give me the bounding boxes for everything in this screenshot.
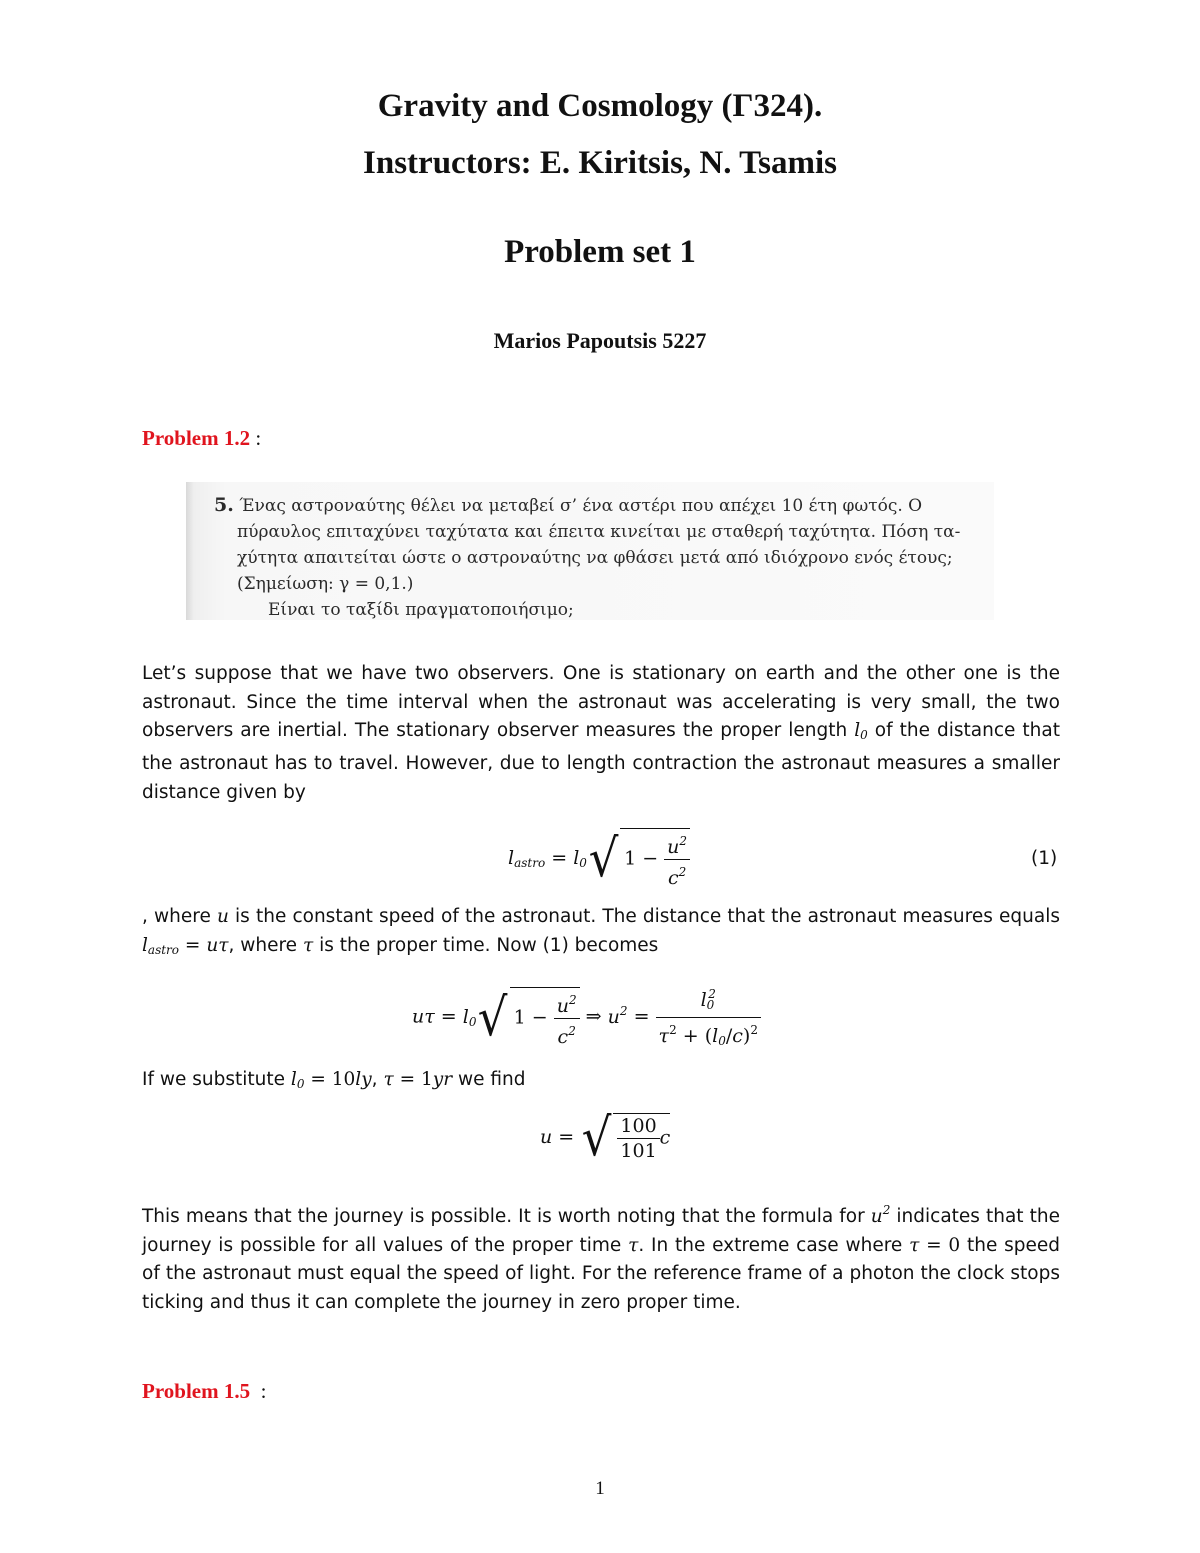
- scan-line-4: (Σημείωση: γ = 0,1.): [237, 574, 414, 594]
- problem-label: Problem 1.5: [142, 1379, 251, 1403]
- scan-line-1-text: Ένας αστροναύτης θέλει να μεταβεί σ’ ένα αστέρι που απέχει 10 έτη φωτός. Ο: [239, 496, 923, 516]
- paragraph-3: If we substitute $l_0 = 10ly$, τ = 1yr we find: [142, 1069, 526, 1091]
- scan-line-1: [214, 492, 984, 519]
- problem-1-2-heading: [142, 426, 261, 451]
- para3-text-b: we find: [452, 1069, 526, 1090]
- para4-text-b: indicates that the journey is possible for all values of the proper time: [142, 1206, 1060, 1256]
- scanned-problem-text: [214, 492, 984, 623]
- scan-number: 5.: [214, 494, 234, 516]
- instructors-line: Instructors: E. Kiritsis, N. Tsamis: [363, 145, 837, 181]
- para1-text-b: of the distance that the astronaut has to travel. However, due to length contraction the astronaut measures a smaller distance given by: [142, 720, 1060, 803]
- scan-line-2: πύραυλος επιταχύνει ταχύτατα και έπειτα κινείται με σταθερή ταχύτητα. Πόση τα-: [237, 522, 961, 542]
- equation-2: $u\tau = l_0√$ 1 − $\frac{u^2}{c^2}$ ⇒ $u^2$ = $\frac{l_0^2}{\tau^2 + (l_0/c)^2}$: [412, 982, 761, 1053]
- problem-colon: :: [250, 1379, 267, 1403]
- problem-1-5-heading: [142, 1379, 266, 1404]
- paragraph-1: [142, 660, 1060, 808]
- para4-text-c: . In the extreme case where: [638, 1234, 910, 1256]
- equation-number: (1): [1031, 848, 1058, 869]
- para2-text-d: is the proper time. Now (1) becomes: [313, 934, 659, 956]
- equation-3: u = √ $\frac{100}{101}$ c: [540, 1108, 671, 1168]
- problem-label: Problem 1.2: [142, 426, 251, 450]
- scan-line-3: χύτητα απαιτείται ώστε ο αστροναύτης να φθάσει μετά από ιδιόχρονο ενός έτους;: [237, 548, 953, 568]
- para3-text-a: If we substitute: [142, 1069, 291, 1090]
- para2-text-b: is the constant speed of the astronaut. The distance that the astronaut measures equals: [228, 906, 1060, 927]
- author-line: Marios Papoutsis 5227: [493, 328, 707, 353]
- math-l0: $l_0$: [854, 720, 868, 743]
- problem-colon: :: [250, 426, 262, 450]
- paragraph-4: This means that the journey is possible. It is worth noting that the formula for $u^2$ indicates that the journey is possible for all values of the proper time τ. In the extreme case where τ = 0 the speed of the astronaut must equal the speed of light. For the reference frame of a photon the clock stops ticking and thus it can complete the journey in zero proper time.: [142, 1203, 1061, 1314]
- para2-text-c: , where: [228, 934, 303, 956]
- page-number: 1: [595, 1478, 605, 1499]
- problem-set-title: Problem set 1: [504, 234, 696, 270]
- para1-text-a: Let’s suppose that we have two observers. One is stationary on earth and the other one is the astronaut. Since the time interval when the astronaut was accelerating is very small, the two observers are inertial. The stationary observer measures the proper length: [142, 663, 1060, 742]
- paragraph-2: , where u is the constant speed of the astronaut. The distance that the astronaut measures equals $l_{astro} = u\tau$, where τ is the proper time. Now (1) becomes: [142, 906, 1060, 957]
- scanned-problem-image: [186, 482, 994, 620]
- equation-1: $l_{astro} = l_0√$ 1 − $\frac{u^2}{c^2}$: [508, 828, 690, 890]
- para4-text-d: the speed of the astronaut must equal the speed of light. For the reference frame of a photon the clock stops ticking and thus it can complete the journey in zero proper time.: [142, 1234, 1061, 1314]
- para4-text-a: This means that the journey is possible. It is worth noting that the formula for: [142, 1206, 871, 1227]
- scan-line-5: Είναι το ταξίδι πραγματοποιήσιμο;: [268, 600, 574, 620]
- course-title: Gravity and Cosmology (Γ324).: [377, 88, 823, 124]
- para2-text-a: , where: [142, 906, 217, 927]
